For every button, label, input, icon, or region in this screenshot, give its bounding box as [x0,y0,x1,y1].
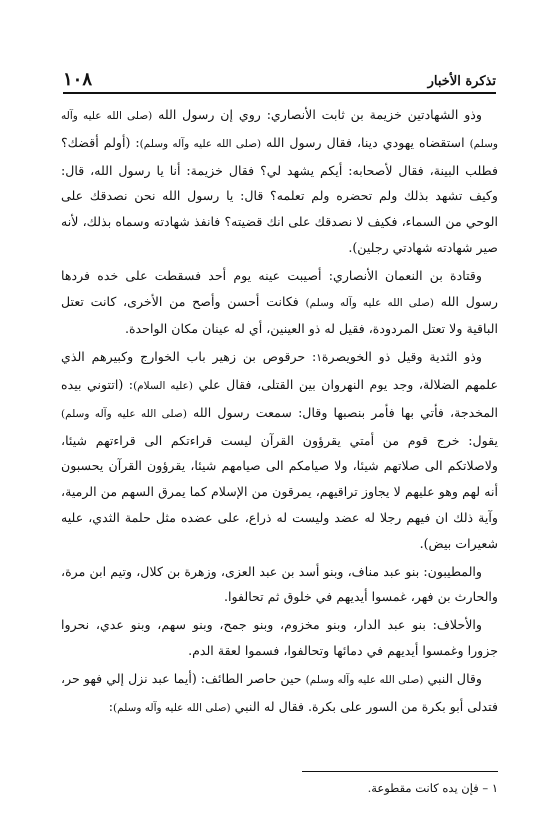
text-run: : (اتتوني بيده المخدجة، فأتي بها فأمر بنصبها وقال: سمعت رسول الله [61,376,498,420]
text-run: حين حاصر الطائف: (أيما عبد نزل إلي فهو حر، فتدلى أبو بكرة من السور على بكرة. فقال له النبي [61,670,498,714]
text-run: يقول: خرج قوم من أمتي يقرؤون القرآن ليست قراءتكم الى قراءتهم شيئا، ولاصلاتكم الى صلاتهم شيئا، ولا صيامكم الى صيامهم شيئا، يقرؤون القرآن يحسبون أنه لهم وهو عليهم لا يجاوز تراقيهم، يمرقون من الإسلام كما يمرق السهم من الرمية، وآية ذلك ان فيهم رجلا له عضد وليست له ذراع، على عضده مثل حلمة الثدي، عليه شعيرات بيض). [61,432,498,551]
text-run: فكانت أحسن وأصح من الأخرى، كانت تعتل الباقية ولا تعتل المردودة، فقيل له ذو العينين، أي له عينان مكان الواحدة. [61,293,498,337]
small-text: (صلى الله عليه وآله وسلم) [139,137,262,150]
footnote: ١ – فإن يده كانت مقطوعة. [367,781,498,795]
text-run: والمطيبون: بنو عبد مناف، وبنو أسد بن عبد العزى، وزهرة بن كلال، وتيم ابن مرة، والحارث بن فهر، غمسوا أيديهم في خلوق ثم تحالفوا. [61,563,498,605]
text-run: والأحلاف: بنو عبد الدار، وبنو مخزوم، وبنو جمح، وبنو سهم، وبنو عدي، نحروا جزورا وغمسوا أيديهم في دمائها وتحالفوا، فسموا لعقة الدم. [61,617,498,658]
paragraph [61,263,498,342]
small-text: ١ [316,352,322,365]
text-run: : (أولم أقضك؟ فطلب البينة، فقال لأصحابه: أيكم يشهد لي؟ فقال خزيمة: أنا يا رسول الله، قال: وكيف تشهد بذلك ولم تحضره ولم تعلمه؟ قال: يا رسول الله نحن نصدقك على الوحي من السماء، فكيف لا نصدقك على انك قضيته؟ فانفذ شهادته وسماه بذلك، لأنه صير شهادته شهادتي رجلين). [61,134,498,255]
text-run: وذو الشهادتين خزيمة بن ثابت الأنصاري: روي إن رسول الله [152,107,482,122]
paragraph [61,102,498,261]
paragraph [61,344,498,556]
small-text: (عليه السلام) [133,379,193,392]
body-text [61,102,498,723]
paragraph [61,559,498,611]
small-text: (صلى الله عليه وآله وسلم) [305,673,424,686]
page-header [63,66,496,94]
footnote-divider [302,771,498,772]
text-run: : حرقوص بن زهير باب الخوارج وكبيرهم الذي علمهم الضلالة، وجد يوم النهروان بين القتلى، فقال علي [61,349,498,392]
text-run: وقتادة بن النعمان الأنصاري: أصيبت عينه يوم أحد فسقطت على خده فردها رسول الله [61,267,498,309]
small-text: (صلى الله عليه وآله وسلم) [305,296,434,309]
running-title: تذكرة الأخبار [427,74,496,89]
page-number: ١٠٨ [63,69,93,90]
small-text: (صلى الله عليه وآله وسلم) [61,407,187,420]
paragraph [61,612,498,664]
text-run: وقال النبي [423,670,483,686]
text-run: وذو الثدية وقيل ذو الخويصرة [321,349,482,365]
paragraph [61,666,498,722]
text-run: استقضاه يهودي دينا، فقال رسول الله [261,134,470,150]
text-run: : [108,698,113,714]
small-text: (صلى الله عليه وآله وسلم) [112,701,231,714]
small-text: (صلى الله عليه وآله وسلم) [61,110,498,150]
